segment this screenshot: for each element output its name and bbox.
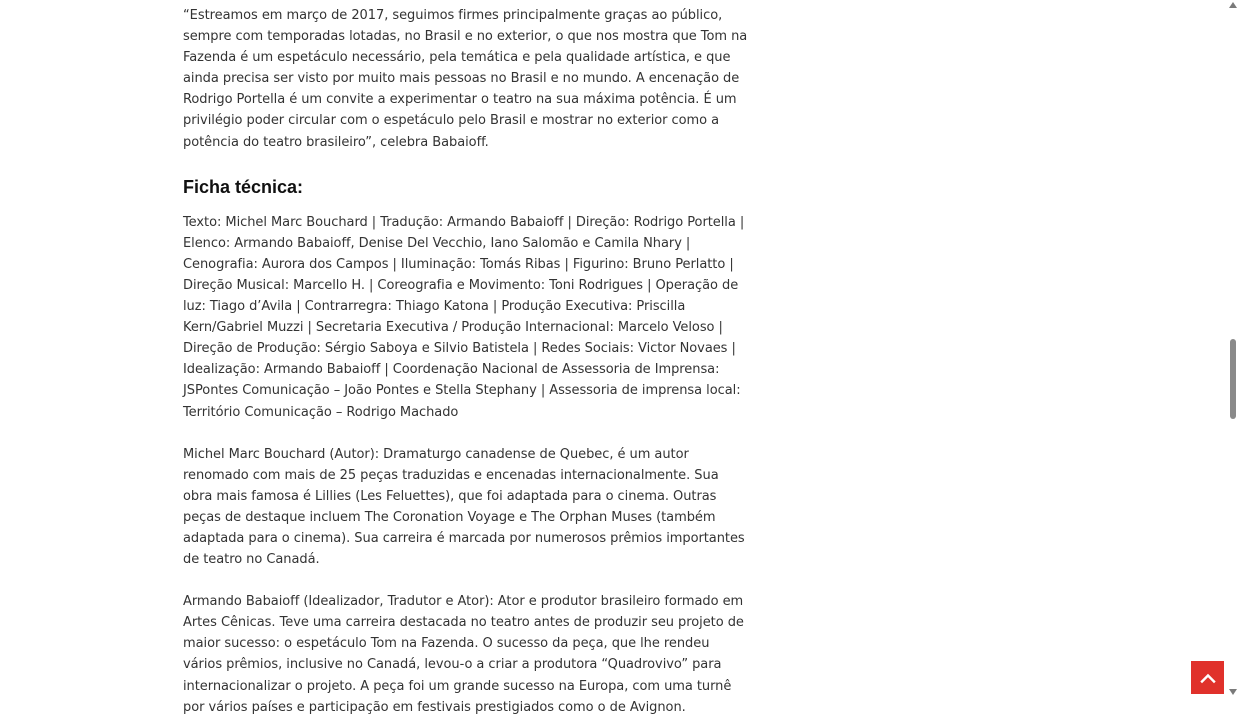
quote-paragraph: “Estreamos em março de 2017, seguimos firmes principalmente graças ao público, sempre com temporadas lotadas, no Brasil e no exterior, o que nos mostra que Tom na Fazenda é um espetáculo necessário, pela temática e pela qualidade artística, e que ainda precisa ser visto por muito mais pessoas no Brasil e no mundo. A encenação de Rodrigo Portella é um convite a experimentar o teatro na sua máxima potência. É um privilégio poder circular com o espetáculo pelo Brasil e mostrar no exterior como a potência do teatro brasileiro”, celebra Babaioff. [183,8,748,150]
credits-paragraph: Texto: Michel Marc Bouchard | Tradução: Armando Babaioff | Direção: Rodrigo Portella | Elenco: Armando Babaioff, Denise Del Vecchio, Iano Salomão e Camila Nhary | Cenografia: Aurora dos Campos | Iluminação: Tomás Ribas | Figurino: Bruno Perlatto | Direção Musical: Marcello H. | Coreografia e Movimento: Toni Rodrigues | Operação de luz: Tiago d’Avila | Contrarregra: Thiago Katona | Produção Executiva: Priscilla Kern/Gabriel Muzzi | Secretaria Executiva / Produção Internacional: Marcelo Veloso | Direção de Produção: Sérgio Saboya e Silvio Batistela | Redes Sociais: Victor Novaes | Idealização: Armando Babaioff | Coordenação Nacional de Assessoria de Imprensa: JSPontes Comunicação – João Pontes e Stella Stephany | Assessoria de imprensa local: Território Comunicação – Rodrigo Machado [183,214,745,420]
actor-bio-paragraph: Armando Babaioff (Idealizador, Tradutor e Ator): Ator e produtor brasileiro formado em Artes Cênicas. Teve uma carreira destacada no teatro antes de produzir seu projeto de maior sucesso: o espetáculo Tom na Fazenda. O sucesso da peça, que lhe rendeu vários prêmios, inclusive no Canadá, levou-o a criar a produtora “Quadrovivo” para internacionalizar o projeto. A peça foi um grande sucesso na Europa, com uma turnê por vários países e participação em festivais prestigiados como o de Avignon. [183,594,744,715]
vertical-scrollbar[interactable] [1225,0,1240,697]
author-bio-paragraph: Michel Marc Bouchard (Autor): Dramaturgo canadense de Quebec, é um autor renomado com mais de 25 peças traduzidas e encenadas internacionalmente. Sua obra mais famosa é Lillies (Les Feluettes), que foi adaptada para o cinema. Outras peças de destaque incluem The Coronation Voyage e The Orphan Muses (também adaptada para o cinema). Sua carreira é marcada por numerosos prêmios importantes de teatro no Canadá. [183,446,745,568]
chevron-up-icon [1200,673,1216,683]
article-body [183,5,749,718]
back-to-top-button[interactable] [1191,661,1224,694]
section-heading: Ficha técnica: [183,176,304,197]
scroll-up-arrow-icon[interactable] [1229,2,1237,8]
scroll-down-arrow-icon[interactable] [1229,689,1237,695]
scrollbar-thumb[interactable] [1230,339,1236,419]
